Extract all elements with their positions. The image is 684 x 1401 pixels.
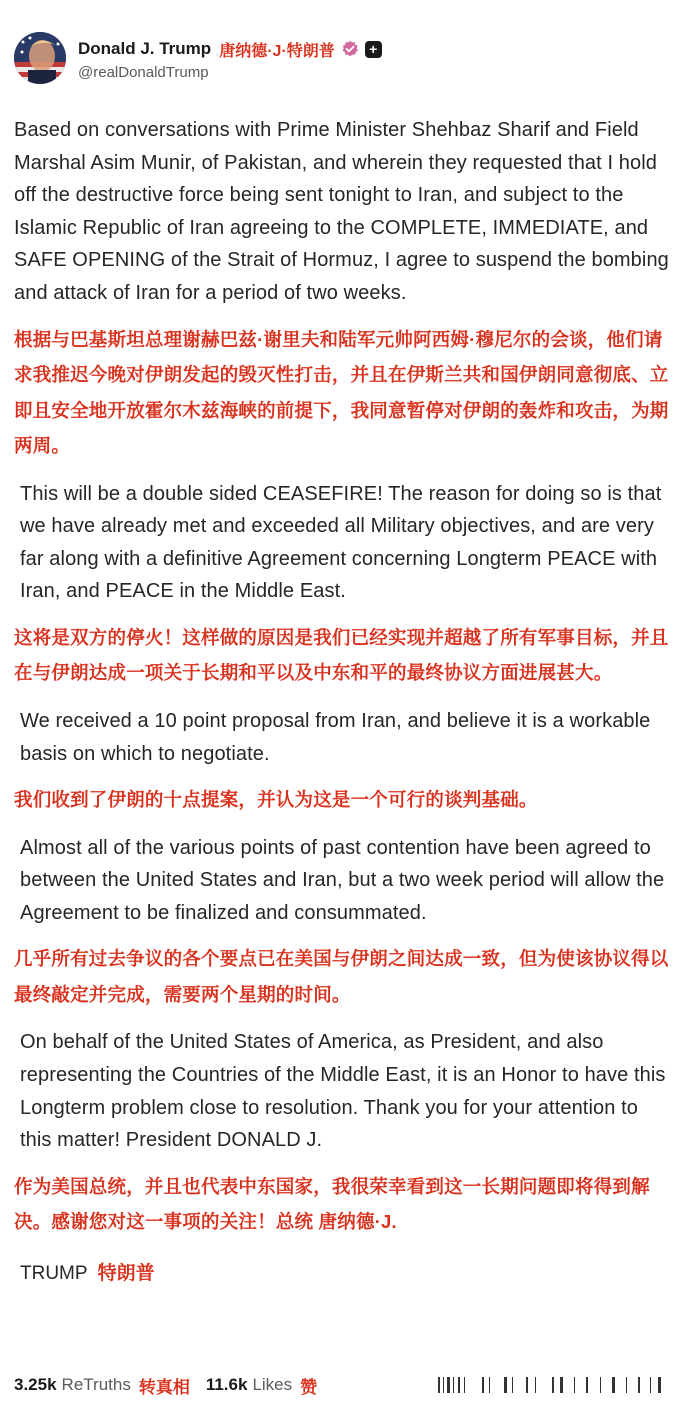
author-name[interactable]: Donald J. Trump bbox=[78, 39, 212, 58]
likes-label-cn: 赞 bbox=[300, 1377, 318, 1397]
paragraph-en-1: Based on conversations with Prime Minister Shehbaz Sharif and Field Marshal Asim Munir, of Pakistan, and wherein they requested that I hold off the destructive force being sent tonight to Iran, and subject to the Islamic Republic of Iran agreeing to the COMPLETE, IMMEDIATE, and SAFE OPENING of the Strait of Hormuz, I agree to suspend the bombing and attack of Iran for a period of two weeks. bbox=[14, 119, 669, 304]
retruths-label-cn: 转真相 bbox=[138, 1377, 190, 1397]
watermark-barcode-icon bbox=[434, 1375, 670, 1395]
post-header bbox=[14, 32, 670, 88]
author-name-cn: 唐纳德·J·特朗普 bbox=[219, 42, 335, 60]
retruths-count[interactable]: 3.25k bbox=[14, 1375, 57, 1394]
paragraph-en-3: We received a 10 point proposal from Iran, and believe it is a workable basis on which to negotiate. bbox=[20, 709, 651, 765]
likes-count[interactable]: 11.6k bbox=[205, 1375, 248, 1394]
post-stats bbox=[14, 1372, 670, 1398]
paragraph-cn-2: 这将是双方的停火！这样做的原因是我们已经实现并超越了所有军事目标，并且在与伊朗达成一项关于长期和平以及中东和平的最终协议方面进展甚大。 bbox=[14, 626, 669, 684]
paragraph-cn-4: 几乎所有过去争议的各个要点已在美国与伊朗之间达成一致，但为使该协议得以最终敲定并完成，需要两个星期的时间。 bbox=[14, 948, 669, 1005]
paragraph-en-2: This will be a double sided CEASEFIRE! The reason for doing so is that we have already met and exceeded all Military objectives, and are very far along with a definitive Agreement concerning Longterm PEACE with Iran, and PEACE in the Middle East. bbox=[20, 482, 662, 603]
signoff-cn: 特朗普 bbox=[97, 1262, 155, 1284]
retruths-label[interactable]: ReTruths bbox=[61, 1375, 131, 1394]
flag-portrait-avatar-icon bbox=[14, 32, 66, 84]
paragraph-cn-1: 根据与巴基斯坦总理谢赫巴兹·谢里夫和陆军元帅阿西姆·穆尼尔的会谈，他们请求我推迟今晚对伊朗发起的毁灭性打击，并且在伊斯兰共和国伊朗同意彻底、立即且安全地开放霍尔木兹海峡的前提下，我同意暂停对伊朗的轰炸和攻击，为期两周。 bbox=[14, 328, 669, 457]
signoff bbox=[14, 1258, 672, 1285]
paragraph-en-5: On behalf of the United States of America, as President, and also representing the Countries of the Middle East, it is an Honor to have this Longterm problem close to resolution. Thank you for your attention to this matter! President DONALD J. bbox=[20, 1031, 666, 1152]
paragraph-cn-5: 作为美国总统，并且也代表中东国家，我很荣幸看到这一长期问题即将得到解决。感谢您对这一事项的关注！总统 唐纳德·J. bbox=[14, 1175, 650, 1233]
author-handle[interactable]: @realDonaldTrump bbox=[78, 64, 209, 81]
avatar[interactable] bbox=[14, 32, 66, 84]
likes-label[interactable]: Likes bbox=[252, 1375, 293, 1394]
verified-badge-icon bbox=[341, 40, 359, 58]
author-name-row bbox=[78, 38, 382, 60]
paragraph-cn-3: 我们收到了伊朗的十点提案，并认为这是一个可行的谈判基础。 bbox=[14, 789, 538, 811]
signoff-en: TRUMP bbox=[20, 1262, 88, 1284]
truth-plus-icon: + bbox=[365, 41, 382, 58]
post-body bbox=[14, 114, 672, 1304]
paragraph-en-4: Almost all of the various points of past contention have been agreed to between the United States and Iran, but a two week period will allow the Agreement to be finalized and consummated. bbox=[20, 836, 665, 924]
